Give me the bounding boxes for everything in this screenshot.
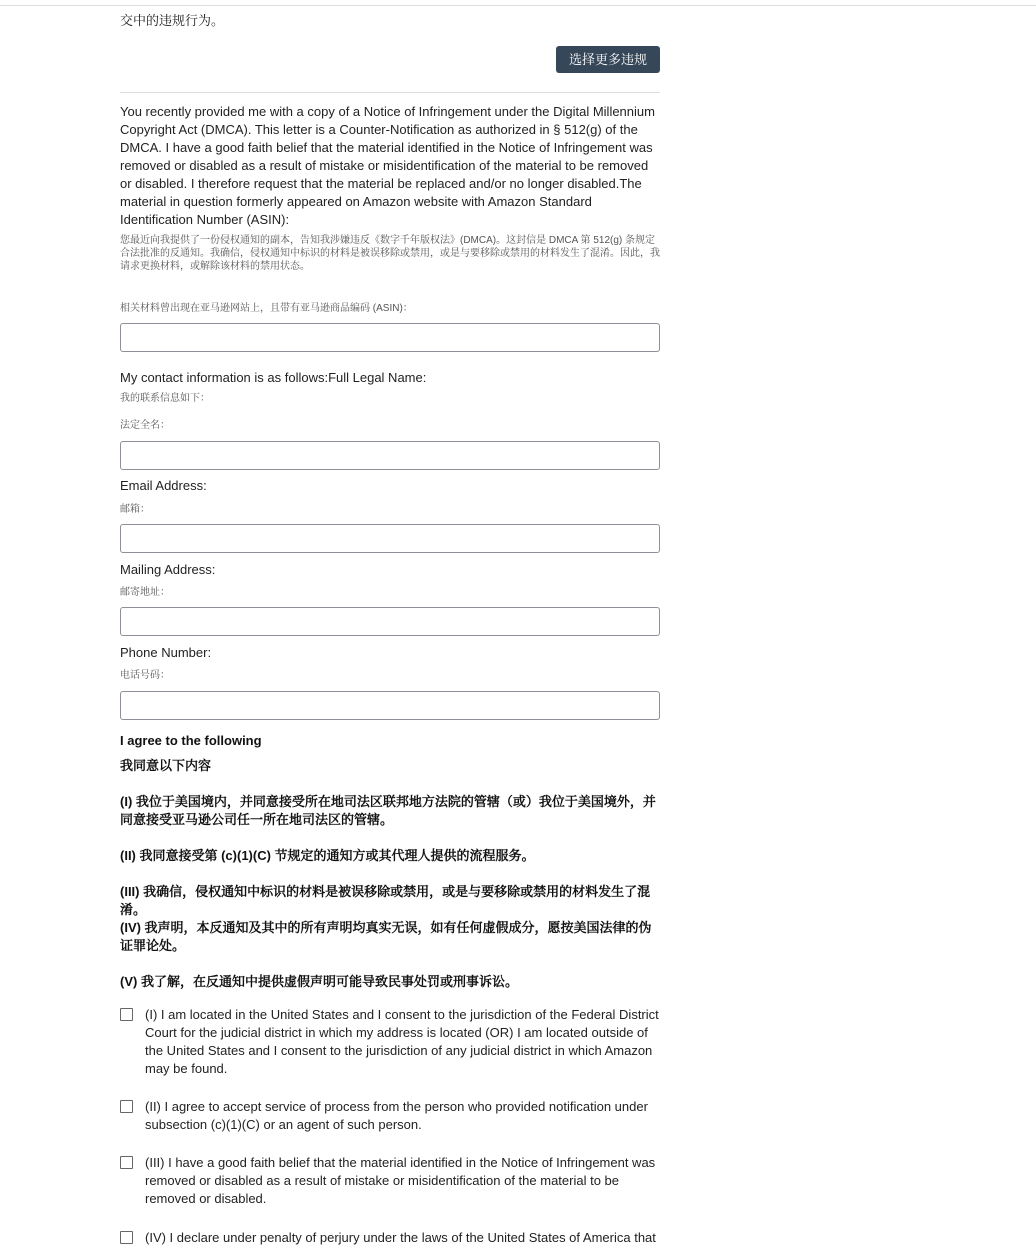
phone-number-input[interactable] xyxy=(120,691,660,720)
full-legal-name-label: 法定全名： xyxy=(120,420,170,431)
email-label: Email Address: xyxy=(120,478,207,493)
section-divider xyxy=(120,92,660,93)
contact-info-label-zh: 我的联系信息如下： xyxy=(120,393,210,404)
checkbox-label: (II) I agree to accept service of process from the person who provided notification under subsection (c)(1)(C) or an agent of such person. xyxy=(145,1099,648,1132)
contact-info-label: My contact information is as follows:Full Legal Name: xyxy=(120,370,427,385)
mailing-address-label: Mailing Address: xyxy=(120,562,216,577)
email-label-zh: 邮箱： xyxy=(120,504,150,515)
service-of-process-checkbox[interactable] xyxy=(120,1100,133,1113)
checkbox-label: (IV) I declare under penalty of perjury under the laws of the United States of America that xyxy=(145,1230,656,1245)
checkbox-label: (III) I have a good faith belief that the material identified in the Notice of Infringement was removed or disabled as a result of mistake or misidentification of the material to be removed or disabled. xyxy=(145,1155,656,1206)
email-input[interactable] xyxy=(120,524,660,553)
agreement-heading-zh: 我同意以下内容 xyxy=(120,758,212,773)
agreement-item-zh: (I) 我位于美国境内，并同意接受所在地司法区联邦地方法院的管辖（或）我位于美国境外，并同意接受亚马逊公司任一所在地司法区的管辖。 xyxy=(120,794,656,827)
agreement-item-zh: (III) 我确信，侵权通知中标识的材料是被误移除或禁用，或是与要移除或禁用的材料发生了混淆。 xyxy=(120,884,651,917)
full-legal-name-input[interactable] xyxy=(120,441,660,470)
jurisdiction-checkbox[interactable] xyxy=(120,1008,133,1021)
phone-number-label: Phone Number: xyxy=(120,645,212,660)
phone-number-label-zh: 电话号码： xyxy=(120,670,170,681)
counter-notice-body-zh: 您最近向我提供了一份侵权通知的副本，告知我涉嫌违反《数字千年版权法》(DMCA)。这封信是 DMCA 第 512(g) 条规定合法批准的反通知。我确信，侵权通知中标识的材料是被误移除或禁用，或是与要移除或禁用的材料发生了混淆。因此，我请求更换材料，或解除该材料的禁用状态。 xyxy=(120,235,660,272)
perjury-checkbox[interactable] xyxy=(120,1231,133,1244)
mailing-address-input[interactable] xyxy=(120,607,660,636)
select-more-violations-button[interactable]: 选择更多违规 xyxy=(556,46,660,73)
asin-input[interactable] xyxy=(120,323,660,352)
asin-label: 相关材料曾出现在亚马逊网站上，且带有亚马逊商品编码 (ASIN)： xyxy=(120,303,413,314)
counter-notice-body-en: You recently provided me with a copy of a Notice of Infringement under the Digital Millennium Copyright Act (DMCA). This letter is a Counter-Notification as authorized in § 512(g) of the DMCA. I have a good faith belief that the material identified in the Notice of Infringement was removed or disabled as a result of mistake or misidentification of the material to be removed or disabled. I therefore request that the material be replaced and/or no longer disabled.The material in question formerly appeared on Amazon website with Amazon Standard Identification Number (ASIN): xyxy=(120,104,655,227)
mailing-address-label-zh: 邮寄地址： xyxy=(120,587,170,598)
agreement-item-zh: (V) 我了解，在反通知中提供虚假声明可能导致民事处罚或刑事诉讼。 xyxy=(120,974,518,989)
good-faith-checkbox[interactable] xyxy=(120,1156,133,1169)
agreement-item-zh: (II) 我同意接受第 (c)(1)(C) 节规定的通知方或其代理人提供的流程服务。 xyxy=(120,848,535,863)
clipped-violation-text: 交中的违规行为。 xyxy=(120,13,225,28)
agreement-item-zh: (IV) 我声明，本反通知及其中的所有声明均真实无误，如有任何虚假成分，愿按美国法律的伪证罪论处。 xyxy=(120,920,652,953)
agreement-heading: I agree to the following xyxy=(120,733,262,748)
checkbox-label: (I) I am located in the United States and I consent to the jurisdiction of the Federal District Court for the judicial district in which my address is located (OR) I am located outside of the United States and I consent to the jurisdiction of any judicial district in which Amazon may be found. xyxy=(145,1007,659,1076)
